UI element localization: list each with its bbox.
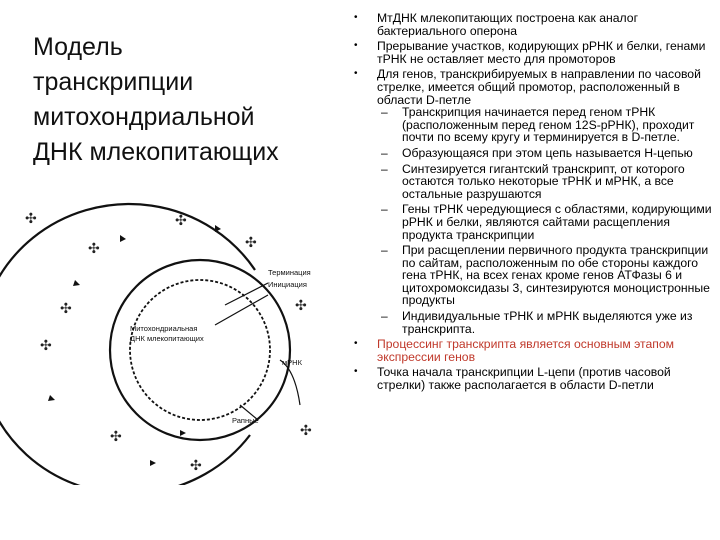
trna-icon: ✣ xyxy=(88,240,100,256)
title-line: митохондриальной xyxy=(33,103,255,131)
title-line: Модель xyxy=(33,33,123,61)
bullet-text: Транскрипция начинается перед геном тРНК (расположенным перед геном 12S-рРНК), проходит почти по всему кругу и терминируется в D-петле. xyxy=(402,105,695,145)
dash-marker: – xyxy=(381,161,388,176)
trna-icon: ✣ xyxy=(245,234,257,250)
trna-icon: ✣ xyxy=(110,428,122,444)
arrowhead-icon xyxy=(150,460,156,466)
arrow-termination xyxy=(225,283,268,305)
label-mito-line1: Митохондриальная xyxy=(130,324,198,333)
mtdna-diagram xyxy=(0,195,340,485)
sub-bullet-item xyxy=(348,106,720,144)
bullet-list xyxy=(348,12,720,392)
bullet-text: Процессинг транскрипта является основным этапом экспрессии генов xyxy=(377,337,675,364)
label-initiation: Инициация xyxy=(268,280,307,289)
arrowhead-icon xyxy=(73,280,80,286)
bullet-item xyxy=(348,366,720,391)
bullet-dot: • xyxy=(354,68,358,80)
bullet-dot: • xyxy=(354,366,358,378)
bullet-text: Для генов, транскрибируемых в направлении по часовой стрелке, имеется общий промотор, расположенный в области D-петле xyxy=(377,67,701,107)
bullet-item xyxy=(348,12,720,37)
trna-icon: ✣ xyxy=(60,300,72,316)
bullet-dot: • xyxy=(354,338,358,350)
label-rrna: Рапные xyxy=(232,416,259,425)
bullet-text: Индивидуальные тРНК и мРНК выделяются уже из транскрипта. xyxy=(402,309,693,336)
sub-bullet-item xyxy=(348,163,720,201)
label-mrna: мРНК xyxy=(282,358,302,367)
bullet-item-highlight xyxy=(348,338,720,363)
sub-bullet-item xyxy=(348,310,720,335)
trna-icon: ✣ xyxy=(25,210,37,226)
bullet-text: При расщеплении первичного продукта транскрипции по сайтам, расположенным по обе стороны каждого гена тРНК, на всех генах кроме генов АТФазы 6 и цитохромоксидазы 3, синтезируются моноцистронные продукты xyxy=(402,243,710,308)
trna-icon: ✣ xyxy=(295,297,307,313)
slide-title xyxy=(33,30,353,170)
bullet-item xyxy=(348,40,720,65)
bullet-item xyxy=(348,68,720,106)
bullet-text: Точка начала транскрипции L-цепи (против часовой стрелки) также располагается в области D-петли xyxy=(377,365,671,393)
bullet-text: Синтезируется гигантский транскрипт, от которого остаются только некоторые тРНК и мРНК, а все остальные разрушаются xyxy=(402,161,685,201)
mtdna-outer-ring xyxy=(110,260,290,440)
dash-marker: – xyxy=(381,309,388,324)
title-line: транскрипции xyxy=(33,68,194,96)
bullet-dot: • xyxy=(354,12,358,23)
trna-icon: ✣ xyxy=(175,212,187,228)
bullet-text: Прерывание участков, кодирующих рРНК и белки, генами тРНК не оставляет место для промоторов xyxy=(377,39,706,66)
arrow-initiation xyxy=(215,295,268,325)
bullet-text: Образующаяся при этом цепь называется Н-цепью xyxy=(402,145,693,160)
mtdna-inner-ring xyxy=(130,280,270,420)
dash-marker: – xyxy=(381,243,388,258)
outer-transcript-arc xyxy=(0,204,255,485)
title-line: ДНК млекопитающих xyxy=(33,138,279,166)
trna-icon: ✣ xyxy=(40,337,52,353)
trna-icon: ✣ xyxy=(300,422,312,438)
bullet-text: МтДНК млекопитающих построена как аналог бактериального оперона xyxy=(377,11,639,38)
arrowhead-icon xyxy=(180,430,186,436)
sub-bullet-item xyxy=(348,147,720,160)
sub-bullet-item xyxy=(348,244,720,307)
arrowhead-icon xyxy=(120,235,126,242)
dash-marker: – xyxy=(381,105,388,120)
sub-bullet-item xyxy=(348,203,720,241)
label-mito-line2: ДНК млекопитающих xyxy=(130,334,204,343)
trna-icon: ✣ xyxy=(190,457,202,473)
bullet-text: Гены тРНК чередующиеся с областями, кодирующими рРНК и белки, являются сайтами расщепления продукта транскрипции xyxy=(402,202,712,242)
dash-marker: – xyxy=(381,202,388,217)
arrowhead-icon xyxy=(48,395,55,401)
dash-marker: – xyxy=(381,145,388,160)
label-termination: Терминация xyxy=(268,268,311,277)
bullet-dot: • xyxy=(354,40,358,52)
